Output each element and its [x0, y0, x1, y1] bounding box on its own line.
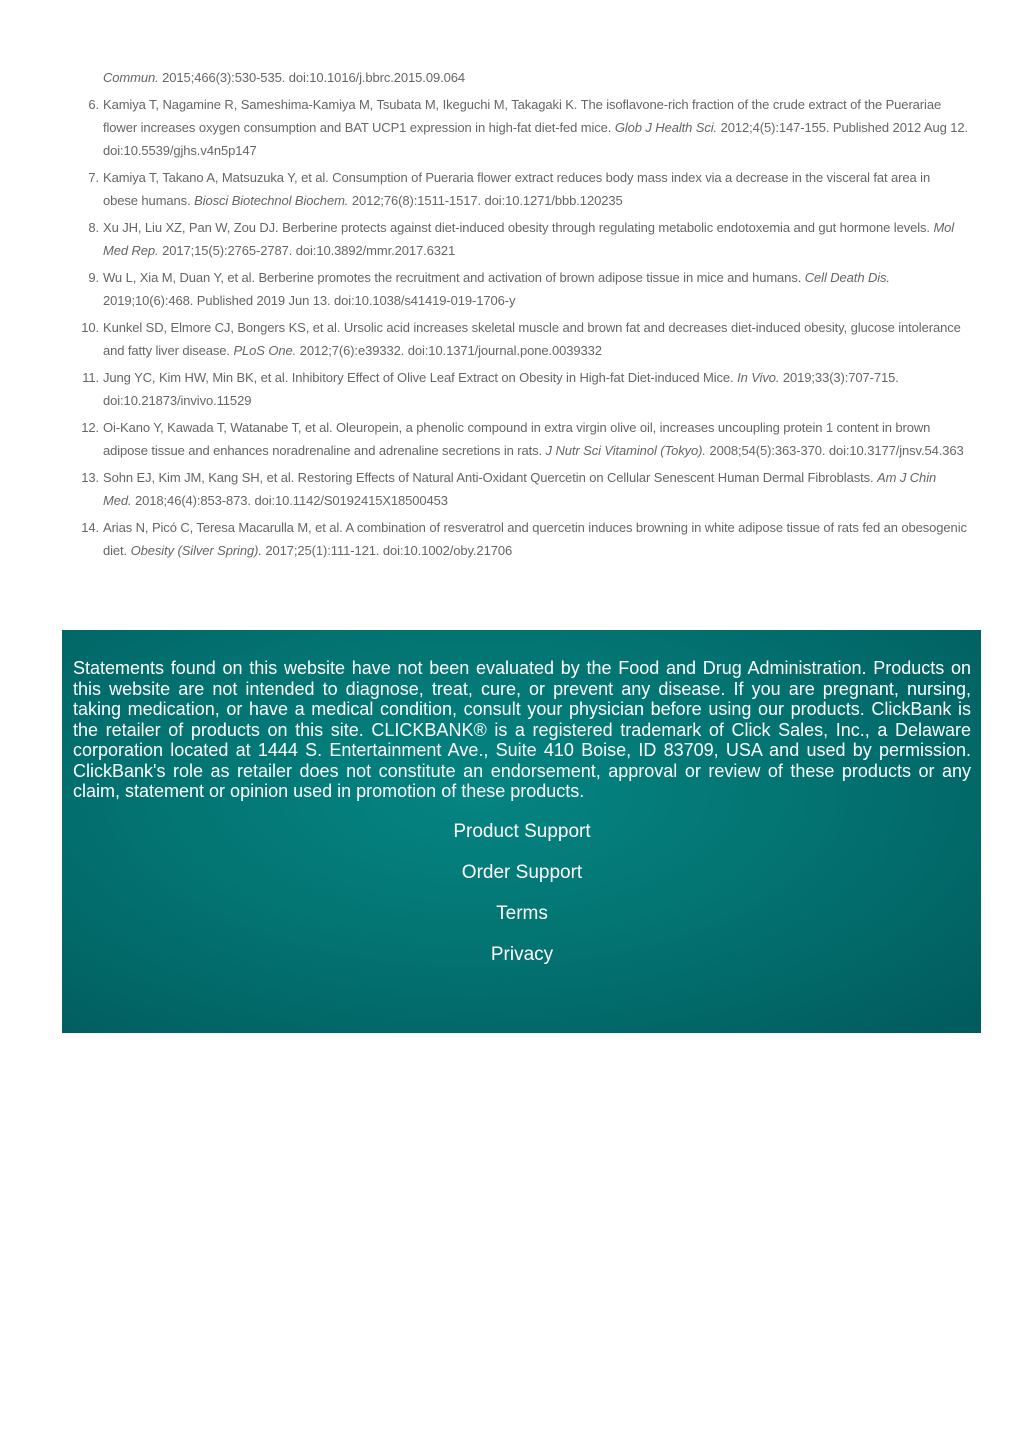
reference-details: 2017;25(1):111-121. doi:10.1002/oby.21706	[261, 543, 513, 558]
reference-number: 6.	[88, 97, 99, 112]
reference-number: 7.	[88, 170, 99, 185]
reference-number: 8.	[88, 220, 99, 235]
reference-text	[103, 93, 968, 162]
reference-text	[103, 266, 968, 312]
terms-link[interactable]: Terms	[496, 902, 548, 924]
reference-text	[103, 416, 968, 462]
reference-text	[103, 516, 968, 562]
reference-text	[103, 366, 968, 412]
reference-journal: PLoS One.	[233, 343, 297, 358]
reference-details: 2012;7(6):e39332. doi:10.1371/journal.pone.0039332	[296, 343, 602, 358]
product-support-link[interactable]: Product Support	[453, 820, 591, 842]
reference-text	[103, 316, 968, 362]
reference-item	[81, 416, 968, 462]
reference-journal: Commun.	[103, 70, 159, 85]
reference-text	[103, 66, 968, 89]
reference-item	[88, 93, 969, 162]
reference-number: 13.	[81, 470, 99, 485]
reference-details: 2017;15(5):2765-2787. doi:10.3892/mmr.2017.6321	[158, 243, 456, 258]
reference-journal: Obesity (Silver Spring).	[130, 543, 262, 558]
reference-text	[103, 166, 968, 212]
reference-citation: Wu L, Xia M, Duan Y, et al. Berberine promotes the recruitment and activation of brown adipose tissue in mice and humans.	[103, 270, 805, 285]
disclaimer-text: Statements found on this website have not been evaluated by the Food and Drug Administration. Products on this website are not intended to diagnose, treat, cure, or prevent any disease. If you are pregnant, nursing, taking medication, or have a medical condition, consult your physician before using our products. ClickBank is the retailer of products on this site. CLICKBANK® is a registered trademark of Click Sales, Inc., a Delaware corporation located at 1444 S. Entertainment Ave., Suite 410 Boise, ID 83709, USA and used by permission. ClickBank's role as retailer does not constitute an endorsement, approval or review of these products or any claim, statement or opinion used in promotion of these products.	[73, 658, 971, 801]
reference-details: 2012;76(8):1511-1517. doi:10.1271/bbb.120235	[348, 193, 623, 208]
reference-text	[103, 466, 968, 512]
reference-details: 2019;33(3):707-715. doi:10.21873/invivo.11529	[103, 370, 899, 408]
reference-citation: Sohn EJ, Kim JM, Kang SH, et al. Restoring Effects of Natural Anti-Oxidant Quercetin on Cellular Senescent Human Dermal Fibroblasts.	[103, 470, 878, 485]
reference-details: 2008;54(5):363-370. doi:10.3177/jnsv.54.363	[705, 443, 964, 458]
reference-item	[88, 216, 968, 262]
reference-number: 11.	[82, 370, 99, 385]
reference-number: 14.	[81, 520, 99, 535]
reference-item	[103, 66, 968, 89]
reference-journal: Glob J Health Sci.	[614, 120, 718, 135]
reference-item	[88, 266, 968, 312]
reference-citation: Kamiya T, Takano A, Matsuzuka Y, et al. Consumption of Pueraria flower extract reduces body mass index via a decrease in the visceral fat area in obese humans.	[103, 170, 931, 208]
reference-number: 12.	[81, 420, 99, 435]
disclaimer-section	[62, 630, 981, 1033]
footer-links	[73, 822, 971, 965]
reference-journal: Mol Med Rep.	[103, 220, 955, 258]
reference-citation: Arias N, Picó C, Teresa Macarulla M, et al. A combination of resveratrol and quercetin induces browning in white adipose tissue of rats fed an obesogenic diet.	[103, 520, 967, 558]
reference-item	[82, 366, 968, 412]
reference-citation: Kamiya T, Nagamine R, Sameshima-Kamiya M, Tsubata M, Ikeguchi M, Takagaki K. The isoflavone-rich fraction of the crude extract of the Puerariae flower increases oxygen consumption and BAT UCP1 expression in high-fat diet-fed mice.	[103, 97, 942, 135]
reference-citation: Jung YC, Kim HW, Min BK, et al. Inhibitory Effect of Olive Leaf Extract on Obesity in High-fat Diet-induced Mice.	[103, 370, 738, 385]
reference-citation: Oi-Kano Y, Kawada T, Watanabe T, et al. Oleuropein, a phenolic compound in extra virgin olive oil, increases uncoupling protein 1 content in brown adipose tissue and enhances noradrenaline and adrenaline secretions in rats.	[103, 420, 931, 458]
reference-number: 10.	[81, 320, 99, 335]
reference-details: 2015;466(3):530-535. doi:10.1016/j.bbrc.2015.09.064	[158, 70, 465, 85]
reference-item	[81, 316, 968, 362]
reference-journal: Cell Death Dis.	[804, 270, 890, 285]
reference-number: 9.	[88, 270, 99, 285]
reference-details: 2019;10(6):468. Published 2019 Jun 13. doi:10.1038/s41419-019-1706-y	[103, 293, 516, 308]
references-list	[0, 66, 1024, 566]
reference-journal: J Nutr Sci Vitaminol (Tokyo).	[545, 443, 706, 458]
reference-text	[103, 216, 968, 262]
privacy-link[interactable]: Privacy	[490, 943, 554, 965]
reference-details: 2018;46(4):853-873. doi:10.1142/S0192415X18500453	[131, 493, 448, 508]
reference-journal: In Vivo.	[737, 370, 780, 385]
reference-journal: Am J Chin Med.	[103, 470, 937, 508]
order-support-link[interactable]: Order Support	[461, 861, 583, 883]
reference-journal: Biosci Biotechnol Biochem.	[194, 193, 349, 208]
reference-details: 2012;4(5):147-155. Published 2012 Aug 12. doi:10.5539/gjhs.v4n5p147	[103, 120, 969, 158]
reference-item	[81, 466, 968, 512]
reference-item	[88, 166, 968, 212]
reference-item	[81, 516, 968, 562]
reference-citation: Kunkel SD, Elmore CJ, Bongers KS, et al. Ursolic acid increases skeletal muscle and brown fat and decreases diet-induced obesity, glucose intolerance and fatty liver disease.	[103, 320, 961, 358]
reference-citation: Xu JH, Liu XZ, Pan W, Zou DJ. Berberine protects against diet-induced obesity through regulating metabolic endotoxemia and gut hormone levels.	[103, 220, 934, 235]
